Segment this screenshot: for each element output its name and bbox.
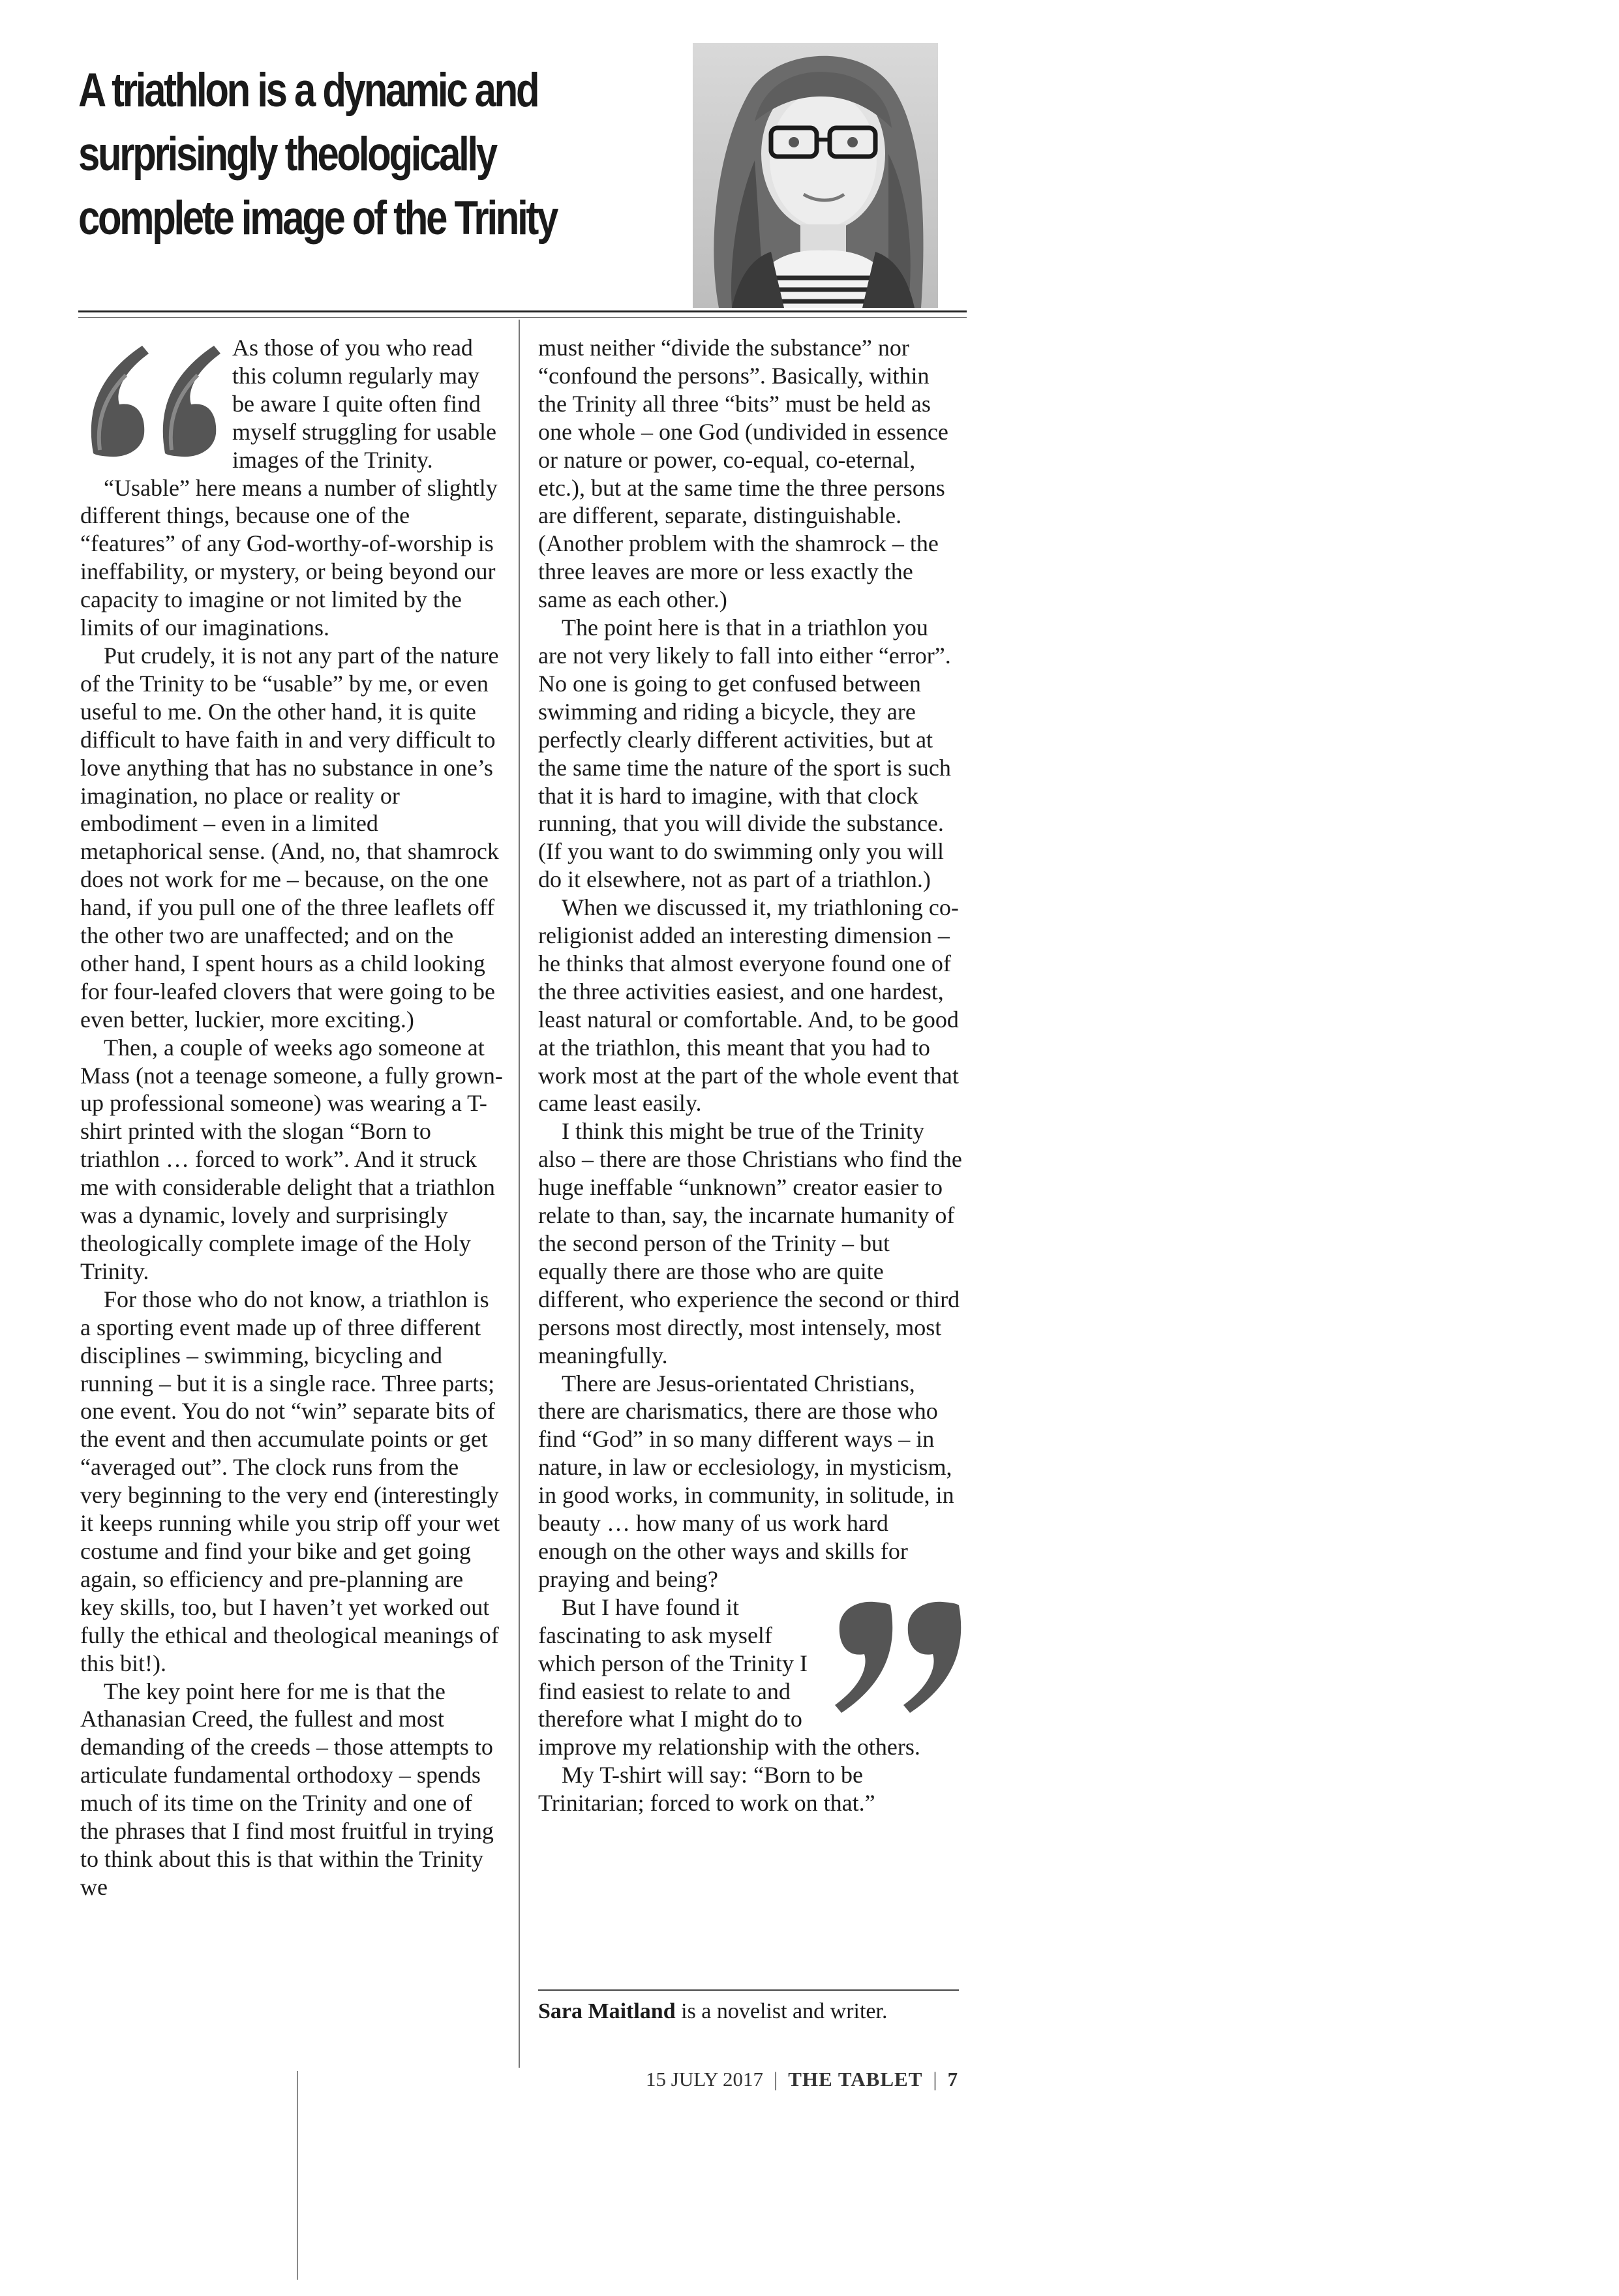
top-rule <box>78 310 967 312</box>
headline: A triathlon is a dynamic and surprisingly theologically complete image of the Trinity <box>78 64 557 245</box>
paragraph: Put crudely, it is not any part of the nature of the Trinity to be “usable” by me, or even useful to me. On the other hand, it is quite difficult to have faith in and very difficult to love anything that has no substance in one’s imagination, no place or reality or embodiment – even in a limited metaphorical sense. (And, no, that shamrock does not work for me – because, on the one hand, if you pull one of the three leaflets off the other two are unaffected; and on the other hand, I spent hours as a child looking for four-leafed clovers that were going to be even better, luckier, more exciting.) <box>80 642 499 1033</box>
paragraph: My T-shirt will say: “Born to be Trinitarian; forced to work on that.” <box>538 1762 875 1817</box>
paragraph: must neither “divide the substance” nor “confound the persons”. Basically, within the Trinity all three “bits” must be held as one whole – one God (undivided in essence or nature or power, co-equal, co-eternal, etc.), but at the same time the three persons are different, separate, distinguishable. (Another problem with the shamrock – the three leaves are more or less exactly the same as each other.) <box>538 335 948 613</box>
author-name: Sara Maitland <box>538 1999 676 2023</box>
byline-rule <box>538 1989 959 1991</box>
issue-date: 15 JULY 2017 <box>646 2068 764 2091</box>
paragraph: The key point here for me is that the Athanasian Creed, the fullest and most demanding of the creeds – those attempts to articulate fundamental orthodoxy – spends much of its time on the Trinity and one of the phrases that I find most fruitful in trying to think about this is that within the Trinity we <box>80 1678 494 1900</box>
author-photo <box>693 43 938 308</box>
page-number: 7 <box>947 2068 959 2091</box>
paragraph: There are Jesus-orientated Christians, there are charismatics, there are those who find “God” in so many different ways – in nature, in law or ecclesiology, in mysticism, in good works, in community, in solitude, in beauty … how many of us work hard enough on the other ways and skills for praying and being? <box>538 1370 954 1592</box>
top-rule-thin <box>78 317 967 318</box>
article-column-2 <box>538 334 962 1817</box>
footer-separator: | <box>774 2068 778 2091</box>
page-footer <box>646 2066 972 2092</box>
author-description: is a novelist and writer. <box>681 1999 888 2023</box>
paragraph: For those who do not know, a triathlon is a sporting event made up of three different disciplines – swimming, bicycling and running – but it is a single race. Three parts; one event. You do not “win” separate bits of the event and then accumulate points or get “averaged out”. The clock runs from the very beginning to the very end (interestingly it keeps running while you strip off your wet costume and find your bike and get going again, so efficiency and pre-planning are key skills, too, but I haven’t yet worked out fully the ethical and theological meanings of this bit!). <box>80 1286 500 1676</box>
publication-name: THE TABLET <box>788 2068 923 2091</box>
article-column-1 <box>80 334 503 1901</box>
paragraph: I think this might be true of the Trinity also – there are those Christians who find the huge ineffable “unknown” creator easier to relate to than, say, the incarnate humanity of the second person of the Trinity – but equally there are those who are quite different, who experience the second or third persons most directly, most intensely, most meaningfully. <box>538 1118 962 1368</box>
paragraph: The point here is that in a triathlon you are not very likely to fall into either “error”. No one is going to get confused between swimming and riding a bicycle, they are perfectly clearly different activities, but at the same time the nature of the sport is such that it is hard to imagine, with that clock running, that you will divide the substance. (If you want to do swimming only you will do it elsewhere, not as part of a triathlon.) <box>538 614 951 893</box>
open-quote-icon <box>80 339 227 460</box>
paragraph: As those of you who read this column regularly may be aware I quite often find myself struggling for usable images of the Trinity. <box>232 335 496 473</box>
column-divider <box>519 320 520 2068</box>
author-portrait-image <box>693 43 938 308</box>
paragraph: When we discussed it, my triathloning co-religionist added an interesting dimension – he thinks that almost everyone found one of the three activities easiest, and one hardest, least natural or comfortable. And, to be good at the triathlon, this meant that you had to work most at the part of the whole event that came least easily. <box>538 894 959 1117</box>
author-byline <box>538 1999 962 2025</box>
paragraph: But I have found it fascinating to ask myself which person of the Trinity I find easiest to relate to and therefore what I might do to improve my relationship with the others. <box>538 1594 920 1760</box>
footer-separator: | <box>933 2068 937 2091</box>
close-quote-icon <box>832 1599 962 1719</box>
scan-artifact-line <box>297 2071 298 2280</box>
paragraph: “Usable” here means a number of slightly different things, because one of the “features” of any God-worthy-of-worship is ineffability, or mystery, or being beyond our capacity to imagine or not limited by the limits of our imaginations. <box>80 474 498 641</box>
paragraph: Then, a couple of weeks ago someone at Mass (not a teenage someone, a fully grown-up professional someone) was wearing a T-shirt printed with the slogan “Born to triathlon … forced to work”. And it struck me with considerable delight that a triathlon was a dynamic, lovely and surprisingly theologically complete image of the Holy Trinity. <box>80 1034 503 1284</box>
